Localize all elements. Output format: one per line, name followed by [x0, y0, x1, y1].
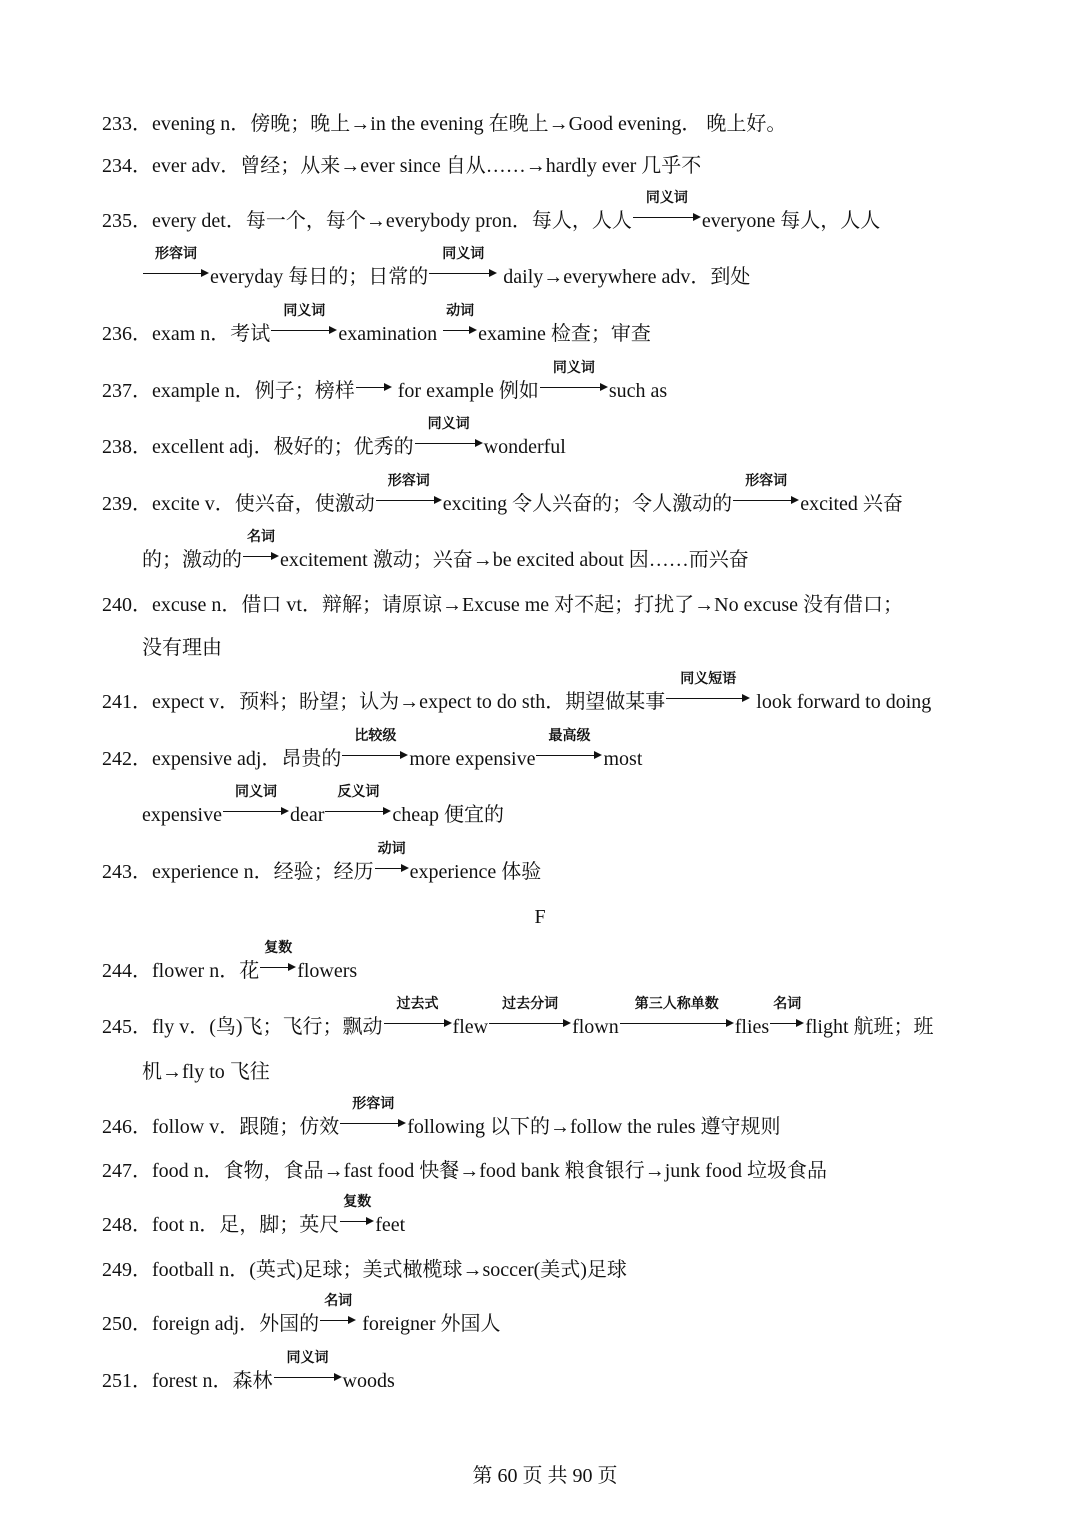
arrow-label: 同义词 — [283, 303, 326, 319]
arrow-label: 比较级 — [354, 728, 397, 744]
entry-text: 247．food n．食物，食品→fast food 快餐→food bank 粮食银行→junk food 垃圾食品 — [102, 1160, 827, 1182]
entry-text: dear — [289, 804, 325, 826]
derivation-arrow — [340, 1096, 406, 1133]
derivation-arrow — [325, 784, 391, 821]
entry-235-continued — [142, 246, 751, 288]
derivation-arrow — [489, 996, 571, 1033]
entry-text: exciting 令人兴奋的；令人激动的 — [442, 493, 733, 515]
entry-text: woods — [342, 1370, 395, 1392]
derivation-arrow — [536, 728, 602, 765]
arrow-label: 复数 — [343, 1194, 372, 1210]
page-footer — [0, 1436, 1080, 1488]
entry-text: 248．foot n．足，脚；英尺 — [102, 1214, 340, 1236]
entry-text: 233．evening n．傍晚；晚上→in the evening 在晚上→Good evening． 晚上好。 — [102, 113, 787, 135]
arrow-label: 同义词 — [286, 1350, 329, 1366]
entry-238 — [102, 416, 566, 458]
derivation-arrow — [223, 784, 289, 821]
derivation-arrow — [342, 728, 408, 765]
section-letter — [0, 905, 1080, 929]
entry-text: 245．fly v．(鸟)飞；飞行；飘动 — [102, 1016, 383, 1038]
section-letter-text: F — [534, 906, 546, 928]
arrow-label: 过去分词 — [502, 996, 559, 1012]
arrow-label: 名词 — [247, 529, 275, 545]
arrow-label: 同义短语 — [680, 671, 737, 687]
entry-text: flowers — [297, 960, 358, 982]
entry-text: foreigner 外国人 — [357, 1313, 501, 1335]
entry-text: most — [603, 748, 643, 770]
page-number: 第 60 页 共 90 页 — [472, 1465, 618, 1487]
derivation-arrow — [633, 190, 701, 227]
entry-247 — [102, 1159, 827, 1183]
entry-240-continued — [142, 636, 222, 660]
arrow-label: 动词 — [446, 303, 475, 319]
entry-236 — [102, 303, 651, 345]
entry-text: flown — [572, 1016, 619, 1038]
entry-text: 234．ever adv．曾经；从来→ever since 自从……→hardly ever 几乎不 — [102, 155, 702, 177]
derivation-arrow — [429, 246, 497, 283]
derivation-arrow — [143, 246, 209, 283]
arrow-label: 反义词 — [337, 784, 380, 800]
entry-250 — [102, 1293, 501, 1335]
arrow-label: 动词 — [377, 841, 406, 857]
entry-text: flies — [734, 1016, 770, 1038]
entry-text: experience 体验 — [409, 861, 542, 883]
entry-text: such as — [608, 380, 668, 402]
entry-text: 244．flower n．花 — [102, 960, 260, 982]
arrow-label: 第三人称单数 — [634, 996, 719, 1012]
derivation-arrow — [540, 360, 608, 397]
entry-241 — [102, 671, 932, 713]
arrow-label: 名词 — [773, 996, 802, 1012]
entry-text: 249．football n．(英式)足球；美式橄榄球→soccer(美式)足球 — [102, 1259, 627, 1281]
entry-text: following 以下的→follow the rules 遵守规则 — [407, 1116, 781, 1138]
arrow-label: 同义词 — [442, 246, 485, 262]
derivation-arrow — [271, 303, 337, 340]
entry-245 — [102, 996, 934, 1038]
entry-239-continued — [142, 529, 749, 571]
derivation-arrow — [733, 473, 799, 510]
entry-text: 242．expensive adj．昂贵的 — [102, 748, 342, 770]
entry-text: 238．excellent adj．极好的；优秀的 — [102, 436, 414, 458]
entry-text: 机→fly to 飞往 — [142, 1061, 270, 1083]
entry-text: examination — [338, 323, 443, 345]
derivation-arrow — [770, 996, 804, 1033]
entry-text: for example 例如 — [392, 380, 539, 402]
arrow-label: 最高级 — [548, 728, 591, 744]
arrow-label: 同义词 — [234, 784, 277, 800]
derivation-arrow — [274, 1350, 342, 1387]
entry-235 — [102, 190, 881, 232]
derivation-arrow — [443, 303, 477, 340]
entry-text: 250．foreign adj．外国的 — [102, 1313, 320, 1335]
entry-text: 246．follow v．跟随；仿效 — [102, 1116, 340, 1138]
entry-text: 没有理由 — [142, 637, 222, 659]
entry-text: excited 兴奋 — [800, 493, 903, 515]
entry-text: feet — [375, 1214, 406, 1236]
entry-245-continued — [142, 1060, 270, 1084]
entry-text: wonderful — [483, 436, 566, 458]
arrow-label: 形容词 — [745, 473, 788, 489]
entry-233 — [102, 112, 786, 136]
entry-242 — [102, 728, 643, 770]
entry-text: examine 检查；审查 — [478, 323, 651, 345]
derivation-arrow — [376, 473, 442, 510]
entry-text: 243．experience n．经验；经历 — [102, 861, 374, 883]
derivation-arrow — [375, 841, 409, 878]
arrow-label: 形容词 — [387, 473, 430, 489]
entry-text: 237．example n．例子；榜样 — [102, 380, 355, 402]
entry-text: daily→everywhere adv．到处 — [498, 266, 751, 288]
entry-text: everyday 每日的；日常的 — [210, 266, 429, 288]
entry-251 — [102, 1350, 395, 1392]
derivation-arrow — [243, 529, 279, 566]
entry-text: flew — [452, 1016, 489, 1038]
derivation-arrow — [384, 996, 452, 1033]
entry-244 — [102, 940, 358, 982]
entry-text: excitement 激动；兴奋→be excited about 因……而兴奋 — [280, 549, 749, 571]
derivation-arrow — [320, 1293, 356, 1330]
entry-248 — [102, 1194, 406, 1236]
arrow-label: 形容词 — [352, 1096, 395, 1112]
entry-239 — [102, 473, 903, 515]
entry-text: 236．exam n．考试 — [102, 323, 271, 345]
arrow-label: 同义词 — [645, 190, 688, 206]
entry-text: 235．every det．每一个，每个→everybody pron．每人，人人 — [102, 210, 632, 232]
entry-text: 的；激动的 — [142, 549, 242, 571]
derivation-arrow — [620, 996, 734, 1033]
entry-text: expensive — [142, 804, 222, 826]
entry-237 — [102, 360, 668, 402]
entry-text: everyone 每人，人人 — [701, 210, 881, 232]
entry-text: more expensive — [409, 748, 536, 770]
arrow-label: 形容词 — [155, 246, 197, 262]
arrow-label: 名词 — [324, 1293, 353, 1309]
arrow-label: 过去式 — [396, 996, 439, 1012]
derivation-arrow — [260, 940, 296, 977]
entry-text: 251．forest n．森林 — [102, 1370, 273, 1392]
derivation-arrow — [340, 1194, 374, 1231]
entry-240 — [102, 593, 903, 617]
entry-text: flight 航班；班 — [805, 1016, 934, 1038]
arrow-label: 同义词 — [427, 416, 470, 432]
entry-234 — [102, 154, 701, 178]
entry-242-continued — [142, 784, 505, 826]
entry-text: 241．expect v．预料；盼望；认为→expect to do sth．期望做某事 — [102, 691, 666, 713]
entry-243 — [102, 841, 542, 883]
arrow-label: 复数 — [264, 940, 293, 956]
entry-text: 240．excuse n．借口 vt．辩解；请原谅→Excuse me 对不起；打扰了→No excuse 没有借口； — [102, 594, 904, 616]
entry-text: look forward to doing — [751, 691, 932, 713]
derivation-arrow — [415, 416, 483, 453]
arrow-label: 同义词 — [552, 360, 595, 376]
entry-246 — [102, 1096, 781, 1138]
entry-text: 239．excite v．使兴奋，使激动 — [102, 493, 375, 515]
entry-text: cheap 便宜的 — [392, 804, 505, 826]
entry-249 — [102, 1258, 627, 1282]
derivation-arrow — [356, 377, 392, 397]
derivation-arrow — [666, 671, 750, 708]
